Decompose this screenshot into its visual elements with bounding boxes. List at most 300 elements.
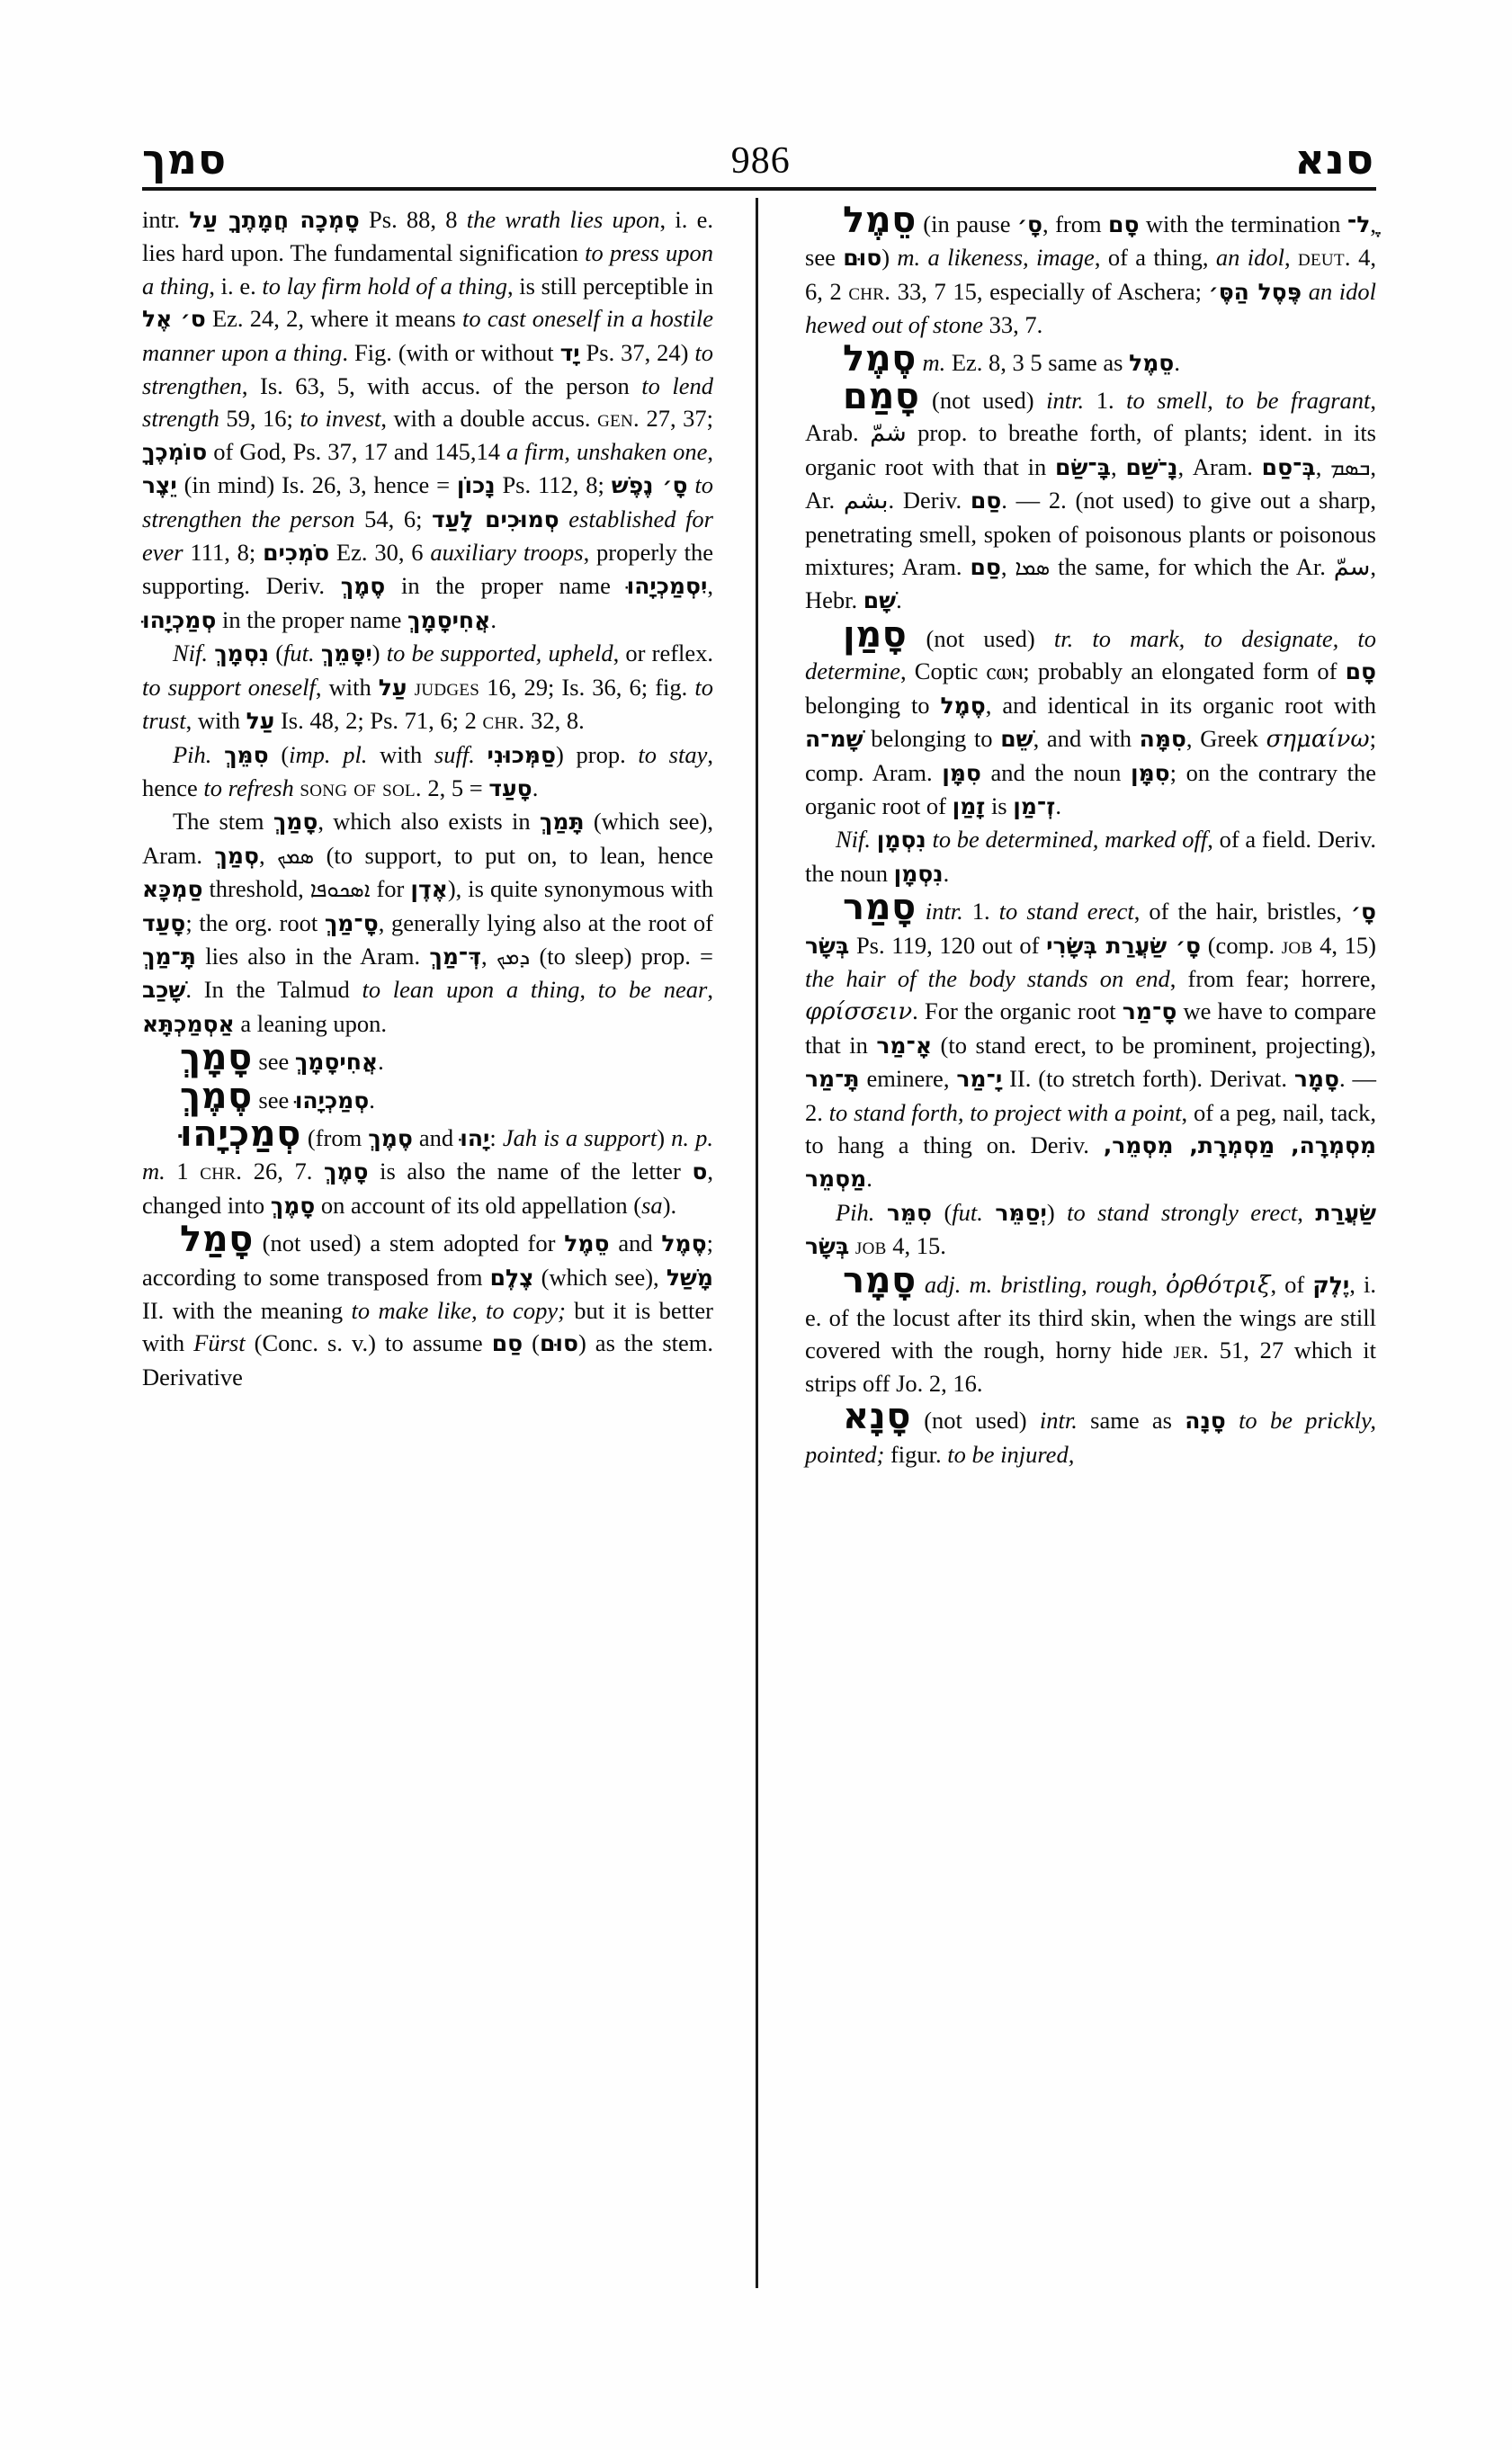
hebrew-run: יָ־מַר	[956, 1066, 1003, 1093]
hebrew-run: סָ׳ נֶפֶשׁ	[611, 472, 688, 499]
hebrew-run: מָשַׁל	[666, 1264, 713, 1291]
page-number: 986	[730, 140, 791, 182]
smallcaps-reference: job	[1281, 931, 1313, 959]
text-run: see	[252, 1048, 295, 1076]
text-run: . In the Talmud	[185, 976, 362, 1004]
text-run: ,	[707, 976, 713, 1004]
text-run: ) as the stem. Derivative	[142, 1329, 713, 1390]
text-run: 33, 7.	[983, 311, 1043, 339]
text-run: (Conc. s. v.) to assume	[245, 1329, 492, 1357]
entry-lemma: סָמָךְ	[180, 1037, 253, 1079]
hebrew-run: סָמָר	[1293, 1066, 1339, 1093]
italic-run: Nif.	[836, 826, 872, 854]
italic-run: to cast oneself in a hostile manner upon a thing	[142, 305, 713, 366]
hebrew-run: סַמְּכוּנִי	[487, 741, 557, 768]
text-run: belonging to	[863, 725, 1001, 753]
entry-lemma: סָמַר	[843, 887, 917, 929]
italic-run: to press upon a thing	[142, 239, 713, 300]
dictionary-entry	[142, 1219, 714, 1393]
header-rule	[142, 187, 1376, 191]
text-run	[874, 1199, 886, 1226]
text-run: , properly the supporting. Deriv.	[142, 539, 713, 600]
text-run: , i. e. lies hard upon. The fundamental signification	[142, 206, 713, 267]
text-run: .	[896, 586, 902, 614]
text-run: 16, 29; Is. 36, 6; fig.	[479, 673, 695, 701]
text-run: in the proper name	[216, 605, 408, 633]
text-run: 26, 7.	[242, 1158, 313, 1185]
hebrew-run: סֵמֶל	[564, 1230, 610, 1257]
text-run: Ps. 112, 8;	[495, 471, 612, 499]
hebrew-run: סָנָה	[1185, 1408, 1226, 1435]
text-run: .	[490, 605, 497, 633]
hebrew-run: סֶמֶל	[661, 1230, 707, 1257]
italic-run: bristling, rough	[1000, 1270, 1152, 1298]
hebrew-run: שָׁמ־ה	[805, 726, 863, 753]
text-run: .	[378, 1048, 384, 1076]
hebrew-run: עַל	[378, 674, 407, 701]
text-run: with the termination	[1139, 210, 1347, 237]
hebrew-run: יְסַמֵּר	[995, 1199, 1047, 1226]
hebrew-run: סִמָּה	[1139, 726, 1186, 753]
italic-run: to refresh	[203, 773, 294, 801]
hebrew-run: סָמֶךְ	[270, 1192, 316, 1219]
hebrew-run: בָּ־שַׂם	[1055, 453, 1112, 480]
text-run: threshold,	[202, 875, 310, 903]
text-run: 4, 15.	[886, 1232, 946, 1260]
text-run: 59, 16;	[219, 405, 300, 433]
hebrew-run: סְמַכְיָהוּ	[294, 1086, 370, 1113]
italic-run: to invest	[300, 405, 381, 433]
hebrew-run: סוּם	[539, 1330, 578, 1357]
text-run: 27, 37;	[639, 405, 713, 433]
text-run: (to sleep) prop. =	[530, 942, 714, 970]
text-run: Ps. 37, 24)	[579, 338, 695, 366]
hebrew-run: סָם	[1108, 211, 1140, 237]
text-run: , generally lying also at the root of	[378, 908, 713, 936]
smallcaps-reference: deut.	[1298, 244, 1351, 272]
italic-run: to be supported, upheld	[386, 639, 613, 667]
text-run	[315, 639, 321, 666]
hebrew-run: יֶלֶק	[1312, 1271, 1350, 1298]
text-run: , from	[1042, 210, 1109, 237]
text-run: (which see), Aram.	[142, 808, 713, 869]
text-run: 32, 8.	[524, 707, 585, 735]
text-run: , with	[315, 673, 379, 701]
text-run: .	[369, 1086, 375, 1113]
dictionary-entry	[805, 376, 1376, 618]
text-run: , Hebr.	[805, 553, 1376, 614]
entry-paragraph	[805, 1196, 1376, 1264]
italic-run: m.	[897, 244, 921, 272]
italic-run: the hair of the body stands on end	[805, 964, 1170, 992]
text-run: 1	[165, 1158, 201, 1185]
text-run: ).	[662, 1191, 677, 1219]
hebrew-run: מִסְמְרָה, מַסְמְרָת, מִסְמֵר, מַסְמֵר	[805, 1131, 1376, 1193]
text-run: , of a thing,	[1094, 244, 1216, 272]
hebrew-run: סִמֵּךְ	[224, 741, 269, 768]
smallcaps-reference: chr.	[848, 277, 891, 305]
hebrew-run: ס׳ אֶל	[142, 306, 206, 333]
hebrew-run: ֶל־	[1346, 211, 1371, 237]
hebrew-run: יָד	[559, 339, 580, 366]
text-run: (to support, to put on, to lean, hence	[314, 841, 714, 869]
italic-run: fut.	[283, 639, 315, 667]
text-run: , and with	[1033, 725, 1140, 753]
text-run: we have to compare that in	[805, 997, 1377, 1059]
text-run: , Arab.	[805, 387, 1376, 447]
text-run: , from fear; horrere,	[1169, 964, 1376, 992]
text-run: ,	[1315, 452, 1331, 480]
arabic-run: شمّ	[870, 419, 907, 448]
dictionary-entry	[142, 1113, 713, 1222]
italic-run: to lend strength	[142, 372, 713, 433]
text-run	[1226, 1407, 1239, 1434]
italic-run: fut.	[952, 1198, 983, 1226]
italic-run: m.	[922, 348, 946, 376]
text-run: eminere,	[859, 1065, 957, 1093]
hebrew-run: סְמַכְיָהוּ	[142, 606, 217, 633]
hebrew-run: ס	[692, 1158, 708, 1185]
italic-run: an idol	[1215, 244, 1284, 272]
hebrew-run: אָ־מַר	[876, 1032, 933, 1059]
text-run: (	[523, 1329, 540, 1357]
dictionary-entry	[805, 200, 1377, 342]
text-run: :	[489, 1123, 503, 1151]
text-run: (not used)	[910, 1407, 1040, 1435]
text-run: (from	[300, 1123, 369, 1151]
greek-run: σημαίνω	[1266, 726, 1370, 754]
hebrew-run: סָמַךְ	[273, 809, 318, 836]
text-run: (not used)	[907, 624, 1054, 652]
hebrew-run: סָעַד	[488, 774, 532, 801]
italic-run: to smell, to be fragrant	[1126, 387, 1371, 415]
text-run	[871, 826, 877, 853]
entry-lemma: סָמַם	[843, 376, 920, 418]
italic-run: intr.	[1046, 387, 1085, 415]
text-run: prop. to breathe forth, of plants; ident. in its organic root with that in	[805, 419, 1376, 480]
smallcaps-reference: song of sol.	[300, 773, 422, 801]
syriac-run: ܕܡܟ	[496, 943, 531, 970]
text-run: ,	[1000, 553, 1015, 581]
text-run: (in mind) Is. 26, 3, hence =	[176, 471, 457, 499]
text-run	[849, 1232, 855, 1259]
hebrew-run: שָׁכַב	[142, 977, 186, 1004]
text-run: )	[371, 639, 387, 667]
text-run: (not used)	[919, 387, 1047, 415]
italic-run: a likeness, image	[927, 244, 1095, 272]
hebrew-run: סָם	[1345, 658, 1376, 685]
hebrew-run: סוּם	[843, 245, 882, 272]
hebrew-run: דְּ־מַךְ	[429, 943, 481, 970]
text-run: , Greek	[1185, 725, 1266, 753]
hebrew-run: זְ־מַן	[1013, 792, 1056, 819]
text-run: a leaning upon.	[234, 1009, 387, 1037]
text-run: and	[412, 1123, 461, 1151]
italic-run: to stay	[638, 740, 708, 768]
italic-run: to stand forth, to project with a point	[828, 1098, 1182, 1126]
text-run: ,	[1111, 452, 1126, 480]
arabic-run: بشم	[843, 487, 889, 515]
text-run: intr.	[142, 206, 190, 233]
text-run: , see	[805, 210, 1376, 272]
text-run: Ez. 24, 2, where it means	[205, 305, 462, 333]
text-run: , i. e.	[209, 272, 263, 300]
coptic-run: ⲥⲱⲛ	[986, 658, 1024, 685]
text-run: .	[943, 859, 950, 887]
smallcaps-reference: chr.	[482, 707, 525, 735]
text-run	[920, 244, 927, 271]
hebrew-run: סַם	[491, 1330, 523, 1357]
entry-paragraph	[142, 637, 713, 738]
text-run: , hence	[142, 740, 713, 801]
entry-lemma: סֶמֶל	[843, 337, 917, 380]
text-run: and the noun	[980, 758, 1131, 786]
italic-run: to stand strongly erect	[1067, 1198, 1298, 1226]
text-run: same as	[1077, 1407, 1185, 1435]
text-run: 4, 15)	[1312, 931, 1376, 959]
text-run	[917, 898, 926, 925]
text-run: see	[252, 1086, 295, 1113]
hebrew-run: סָ׳ בְּשָׂר	[805, 899, 1377, 959]
italic-run: Nif.	[173, 639, 209, 667]
hebrew-run: סָמְכָה חֲמָתֶךָ עַל	[189, 207, 360, 233]
hebrew-run: סַם	[970, 487, 1002, 514]
hebrew-run: סִמָּן	[942, 759, 981, 786]
hebrew-run: צֶלֶם	[489, 1264, 534, 1291]
syriac-run: ܒܣܡ	[1330, 454, 1371, 480]
text-run: ), is quite synonymous with	[447, 875, 714, 903]
text-run: .	[866, 1165, 872, 1193]
hebrew-run: סוֹמְכֶךָ	[142, 438, 208, 465]
text-run	[211, 741, 224, 768]
italic-run: to support oneself	[142, 673, 316, 701]
text-run: for	[370, 875, 411, 903]
hebrew-run: סֶמֶךְ	[340, 573, 386, 600]
text-run: 51, 27 which it strips off Jo. 2, 16.	[805, 1337, 1376, 1397]
text-run: (in pause	[916, 210, 1017, 237]
text-run: ) prop.	[556, 740, 639, 768]
hebrew-run: אֲחִיסָמָךְ	[407, 606, 491, 633]
hebrew-run: נִסְמָן	[876, 827, 926, 854]
running-head	[142, 115, 1374, 183]
text-run: , Aram.	[1177, 452, 1262, 480]
text-run: , with a double accus.	[380, 405, 598, 433]
text-run: Ps. 88, 8	[359, 206, 467, 233]
text-run: )	[1046, 1198, 1068, 1226]
text-run: with	[367, 740, 434, 768]
text-run: , with	[185, 707, 246, 735]
text-run: . For the organic root	[912, 997, 1123, 1025]
text-run: 2, 5 =	[421, 773, 489, 801]
running-head-left-hebrew: סמך	[142, 135, 228, 183]
italic-run: to trust	[142, 673, 713, 735]
smallcaps-reference: gen.	[597, 405, 640, 433]
text-run: II. (to stretch forth). Derivat.	[1002, 1065, 1294, 1093]
text-run: ,	[707, 437, 713, 465]
text-run: (comp.	[1201, 931, 1282, 959]
hebrew-run: סֶמֶךְ	[368, 1124, 413, 1151]
hebrew-run: סַם	[970, 554, 1001, 581]
text-run: .	[1055, 791, 1061, 819]
text-run: .	[532, 773, 539, 801]
hebrew-run: סָ׳	[1016, 211, 1043, 237]
text-run: , Ar.	[805, 452, 1376, 514]
text-run: (	[269, 639, 284, 667]
syriac-run: ܣܡܐ	[1015, 555, 1051, 581]
text-run: , or reflex.	[613, 639, 714, 667]
text-run	[992, 1271, 1000, 1298]
text-run: 4, 6, 2	[805, 244, 1377, 305]
italic-run: to make like, to copy;	[351, 1297, 566, 1324]
text-run: 111, 8;	[183, 539, 264, 567]
italic-run: the wrath lies upon	[466, 206, 660, 233]
text-run: is	[985, 791, 1014, 819]
hebrew-run: תָּמַךְ	[539, 809, 585, 836]
hebrew-run: סָ׳ שַׂעֲרַת בְּשָׂרִי	[1046, 932, 1202, 959]
text-run: 1.	[962, 898, 999, 925]
text-run: (which see),	[533, 1263, 667, 1291]
smallcaps-reference: job	[854, 1232, 887, 1260]
italic-run: n. p. m.	[142, 1123, 713, 1185]
hebrew-run: יִסָּמֵךְ	[320, 640, 372, 667]
column-divider-rule	[756, 198, 758, 2288]
text-run: 1.	[1084, 387, 1127, 415]
text-run: ,	[258, 841, 278, 869]
dictionary-entry	[805, 1396, 1376, 1471]
entry-lemma: סְמַכְיָהוּ	[180, 1113, 301, 1155]
italic-run: to be injured,	[947, 1440, 1075, 1468]
hebrew-run: תָּ־מַךְ	[142, 943, 196, 970]
syriac-run: ܣܡܟ	[277, 843, 315, 869]
text-run: (	[932, 1198, 953, 1226]
entry-paragraph	[142, 203, 713, 637]
text-run: ,	[1297, 1198, 1316, 1226]
text-run	[917, 1271, 925, 1298]
italic-run: tr.	[1053, 624, 1074, 652]
text-run: , is still perceptible in	[506, 272, 713, 300]
hebrew-run: אַסְמַכְתָּא	[142, 1010, 235, 1037]
text-run: (	[268, 740, 290, 768]
hebrew-run: סֵמֶל	[1129, 349, 1175, 376]
italic-run: imp. pl.	[289, 740, 368, 768]
text-run: ; comp. Aram.	[805, 725, 1376, 786]
italic-run: established for ever	[142, 505, 713, 567]
text-run	[1073, 625, 1092, 652]
dictionary-entry	[142, 1075, 713, 1117]
entry-paragraph	[805, 823, 1376, 890]
text-run: 33, 7 15, especially of Aschera;	[890, 277, 1209, 305]
entry-lemma: סָמַן	[843, 613, 908, 656]
right-column	[805, 200, 1377, 1471]
entry-paragraph	[142, 805, 713, 1041]
hebrew-run: אֲחִיסָמָךְ	[294, 1049, 379, 1076]
italic-run: intr.	[925, 898, 963, 925]
text-run: Ps. 119, 120 out of	[849, 931, 1047, 959]
hebrew-run: יֵצֶר	[142, 472, 177, 499]
text-run: Is. 48, 2; Ps. 71, 6; 2	[274, 707, 483, 735]
text-run: , of a field. Deriv. the noun	[805, 826, 1377, 887]
smallcaps-reference: judges	[414, 673, 480, 701]
dictionary-entry	[142, 1037, 713, 1079]
italic-run: auxiliary troops	[430, 539, 584, 567]
text-run: lies also in the Aram.	[196, 942, 430, 970]
text-run: ; probably an elongated form of	[1023, 657, 1346, 685]
italic-run: to mark, to designate, to determine	[805, 624, 1377, 685]
hebrew-run: נִסְמָן	[893, 860, 944, 887]
text-run: (to stand erect, to be prominent, projecting),	[932, 1031, 1376, 1059]
smallcaps-reference: jer.	[1173, 1337, 1210, 1364]
text-run: )	[881, 244, 898, 272]
italic-run: to be prickly, pointed;	[805, 1407, 1376, 1468]
text-run: , of the hair, bristles,	[1133, 898, 1351, 925]
running-head-right-hebrew: סנא	[1294, 135, 1374, 183]
dictionary-entry	[805, 337, 1376, 380]
text-run: Ez. 30, 6	[329, 539, 431, 567]
italic-run: Fürst	[193, 1329, 246, 1357]
dictionary-entry	[805, 1259, 1377, 1400]
greek-run: ὀρθότριξ	[1166, 1271, 1271, 1299]
text-run: ,	[1151, 1270, 1166, 1298]
italic-run: suff.	[434, 740, 475, 768]
hebrew-run: זָמַן	[952, 792, 986, 819]
text-run: ; on the contrary the organic root of	[805, 758, 1377, 819]
text-run: . — 2.	[805, 1065, 1376, 1126]
hebrew-run: בְּ־סַם	[1261, 453, 1316, 480]
italic-run: adj. m.	[924, 1270, 993, 1298]
text-run	[983, 1199, 995, 1226]
text-run: and	[609, 1229, 662, 1257]
text-run: (not used) a stem adopted for	[253, 1229, 565, 1257]
text-run: , Is. 63, 5, with accus. of the person	[241, 372, 642, 400]
italic-run: intr.	[1039, 1407, 1078, 1435]
text-run: .	[1174, 348, 1180, 376]
text-run: ,	[1284, 244, 1298, 272]
arabic-run: سمّ	[1333, 553, 1371, 582]
text-run: ,	[480, 942, 497, 970]
text-run: , changed into	[142, 1158, 713, 1219]
text-run: . Deriv.	[888, 487, 971, 514]
text-run	[1302, 278, 1309, 305]
text-run: in the proper name	[385, 572, 627, 600]
hebrew-run: סִמָּן	[1131, 759, 1170, 786]
entry-lemma: סֵמֶל	[843, 200, 917, 241]
hebrew-run: שַׂעֲרַת בְּשָׂר	[805, 1199, 1377, 1260]
text-run: , which also exists in	[318, 808, 540, 836]
hebrew-run: שָׁם	[863, 587, 897, 614]
text-run: . — 2. (not used) to give out a sharp, penetrating smell, spoken of poisonous plants or poisonous mixtures; Aram.	[805, 487, 1376, 581]
hebrew-run: סִמֵּר	[886, 1199, 933, 1226]
text-run: of God, Ps. 37, 17 and 145,14	[207, 437, 506, 465]
text-run: . Fig. (with or without	[342, 338, 560, 366]
italic-run: to stand erect	[998, 898, 1134, 925]
hebrew-run: נָ־שַׁם	[1125, 453, 1178, 480]
hebrew-run: סָ־מַךְ	[324, 909, 379, 936]
text-run: , of a peg, nail, tack, to hang a thing on. Deriv.	[805, 1098, 1376, 1158]
italic-run: Pih.	[836, 1198, 875, 1226]
columns-container	[142, 200, 1377, 2362]
text-run: belonging to	[805, 691, 941, 719]
greek-run: φρίσσειν	[805, 998, 913, 1026]
hebrew-run: עַל	[246, 708, 275, 735]
syriac-run: ܐܣܟܘܦܐ	[309, 877, 371, 903]
hebrew-run: יָהוּ	[460, 1124, 490, 1151]
entry-lemma: סָמָר	[843, 1259, 917, 1301]
hebrew-run: נִסְמָךְ	[214, 640, 270, 667]
dictionary-entry	[805, 887, 1377, 1196]
hebrew-run: תָּ־מַר	[805, 1066, 860, 1093]
dictionary-entry	[805, 613, 1377, 823]
hebrew-run: סְמַךְ	[214, 842, 259, 869]
